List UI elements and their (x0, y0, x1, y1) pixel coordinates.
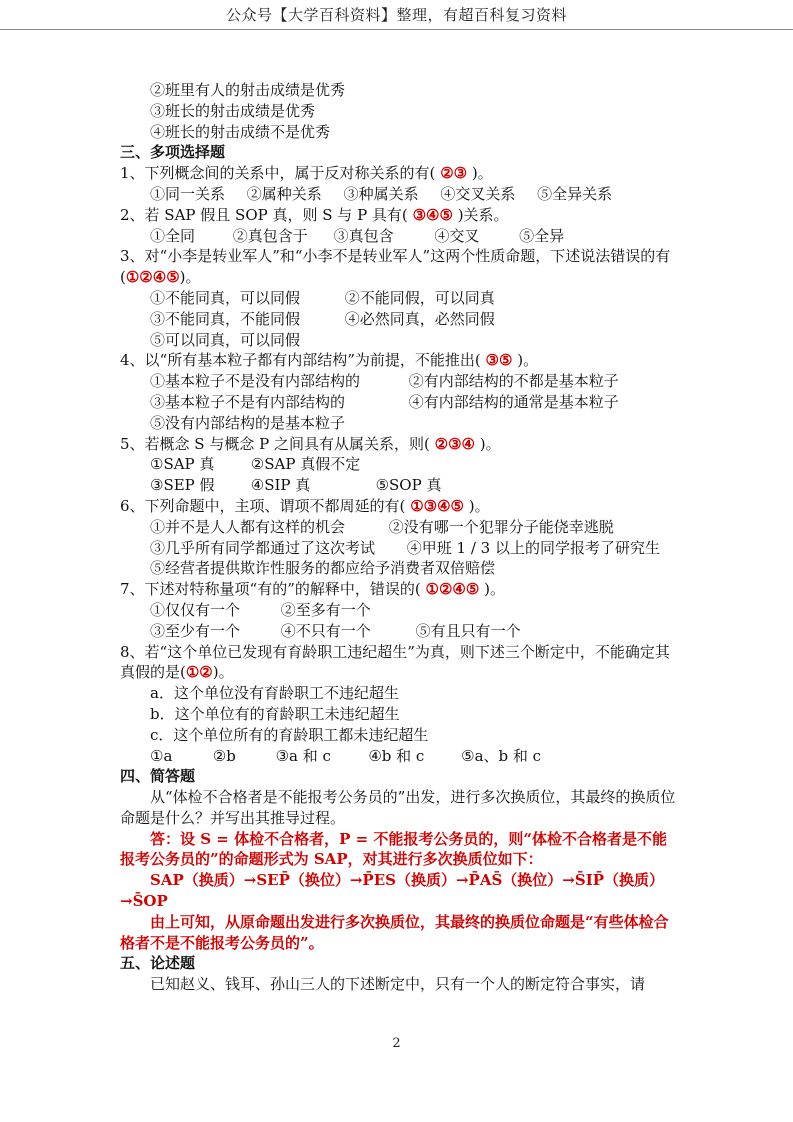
answer-mark: ①② (185, 663, 213, 682)
answer-mark: ②③④ (434, 434, 475, 453)
option: ③不能同真，不能同假 (150, 309, 301, 328)
option: ④不只有一个 (280, 621, 371, 640)
option: ⑤没有内部结构的是基本粒子 (150, 413, 346, 432)
section-heading: 四、简答题 (120, 767, 196, 786)
option: ②真包含于 (232, 226, 308, 245)
page-header: 公众号【大学百科资料】整理，有超百科复习资料 (225, 6, 567, 24)
option: ①仅仅有一个 (150, 600, 241, 619)
options-row (120, 371, 680, 392)
options-row (120, 475, 680, 496)
section-heading: 三、多项选择题 (120, 143, 226, 162)
option: ⑤全异关系 (537, 184, 613, 203)
options-row (120, 413, 680, 434)
option: ②SAP 真假不定 (250, 455, 361, 474)
options-row (120, 621, 680, 642)
option: ①并不是人人都有这样的机会 (150, 517, 346, 536)
option: ③a 和 c (275, 746, 331, 765)
answer-mark: ③⑤ (485, 351, 513, 370)
options-row (120, 517, 680, 538)
option: ③真包含 (333, 226, 394, 245)
options-row (120, 392, 680, 413)
header-divider (0, 29, 793, 30)
question-4: 4、以“所有基本粒子都有内部结构”为前提，不能推出( ③⑤ )。 (120, 351, 539, 370)
answer-text: 答：设 S = 体检不合格者，P = 不能报考公务员的，则“体检不合格者是不能报考公务员的”的命题形式为 SAP，对其进行多次换质位如下： (120, 829, 667, 869)
option: ⑤a、b 和 c (461, 746, 542, 765)
answer-mark: ②③ (440, 164, 468, 183)
essay-question: 已知赵义、钱耳、孙山三人的下述断定中，只有一个人的断定符合事实，请 (150, 975, 646, 994)
option: ①全同 (150, 226, 196, 245)
option: ①同一关系 (150, 184, 226, 203)
options-row (120, 330, 680, 351)
option: ③几乎所有同学都通过了这次考试 (150, 538, 376, 557)
option: ③至少有一个 (150, 621, 241, 640)
option: ⑤经营者提供欺诈性服务的都应给予消费者双倍赔偿 (150, 559, 496, 578)
option: ②没有哪一个犯罪分子能侥幸逃脱 (388, 517, 614, 536)
sub-statement: b．这个单位有的育龄职工未违纪超生 (150, 704, 400, 723)
option: ②属种关系 (246, 184, 322, 203)
option: ④交叉关系 (440, 184, 516, 203)
question-1: 1、下列概念间的关系中，属于反对称关系的有( ②③ )。 (120, 164, 493, 183)
sub-statement: a．这个单位没有育龄职工不违纪超生 (150, 684, 399, 703)
option: ⑤SOP 真 (375, 476, 442, 495)
list-item: ③班长的射击成绩是优秀 (150, 101, 316, 120)
question-5: 5、若概念 S 与概念 P 之间具有从属关系，则( ②③④ )。 (120, 434, 501, 453)
answer-mark: ①②④⑤ (425, 580, 480, 599)
options-row (120, 226, 680, 247)
question-3: 3、对“小李是转业军人”和“小李不是转业军人”这两个性质命题，下述说法错误的有(①②④⑤)。 (120, 247, 671, 287)
option: ⑤有且只有一个 (415, 621, 521, 640)
option: ④必然同真，必然同假 (344, 309, 495, 328)
page-content (120, 80, 680, 995)
answer-mark: ③④⑤ (412, 205, 453, 224)
option: ④交叉 (434, 226, 480, 245)
answer-conclusion: 由上可知，从原命题出发进行多次换质位，其最终的换质位命题是“有些体检合格者不是不能报考公务员的”。 (120, 912, 669, 952)
question-2: 2、若 SAP 假且 SOP 真，则 S 与 P 具有( ③④⑤ )关系。 (120, 205, 509, 224)
option: ①不能同真，可以同假 (150, 288, 301, 307)
options-row (120, 288, 680, 309)
option: ④b 和 c (368, 746, 425, 765)
option: ②b (212, 746, 236, 765)
options-row (120, 558, 680, 579)
question-7: 7、下述对特称量项“有的”的解释中，错误的( ①②④⑤ )。 (120, 580, 505, 599)
option: ②有内部结构的不都是基本粒子 (408, 372, 619, 391)
options-row (120, 746, 680, 767)
list-item: ④班长的射击成绩不是优秀 (150, 122, 331, 141)
options-row (120, 184, 680, 205)
sub-statement: c．这个单位所有的育龄职工都未违纪超生 (150, 725, 429, 744)
list-item: ②班里有人的射击成绩是优秀 (150, 81, 346, 99)
option: ③SEP 假 (150, 476, 215, 495)
option: ③种属关系 (343, 184, 419, 203)
options-row (120, 600, 680, 621)
option: ①a (150, 746, 173, 765)
option: ①SAP 真 (150, 455, 215, 474)
option: ④SIP 真 (250, 476, 311, 495)
option: ①基本粒子不是没有内部结构的 (150, 372, 361, 391)
option: ⑤全异 (519, 226, 565, 245)
option: ③基本粒子不是有内部结构的 (150, 392, 346, 411)
option: ②不能同假，可以同真 (344, 288, 495, 307)
page-number: 2 (392, 1036, 401, 1051)
options-row (120, 309, 680, 330)
options-row (120, 538, 680, 559)
question-6: 6、下列命题中，主项、谓项不都周延的有( ①③④⑤ )。 (120, 496, 490, 515)
short-answer-question: 从“体检不合格者是不能报考公务员的”出发，进行多次换质位，其最终的换质位命题是什么？并写出其推导过程。 (120, 788, 676, 827)
answer-mark: ①③④⑤ (410, 496, 464, 515)
option: ⑤可以同真，可以同假 (150, 330, 301, 349)
option: ④甲班 1 / 3 以上的同学报考了研究生 (406, 538, 660, 557)
section-heading: 五、论述题 (120, 954, 196, 973)
answer-mark: ①②④⑤ (125, 268, 180, 287)
conversion-chain: SAP（换质）→SEP̄（换位）→P̄ES（换质）→P̄AS̄（换位）→S̄IP̄（换质）→S̄OP (120, 871, 664, 911)
options-row (120, 454, 680, 475)
option: ④有内部结构的通常是基本粒子 (408, 392, 619, 411)
question-8: 8、若“这个单位已发现有育龄职工违纪超生”为真，则下述三个断定中，不能确定其真假的是(①②)。 (120, 642, 670, 682)
option: ②至多有一个 (280, 600, 371, 619)
